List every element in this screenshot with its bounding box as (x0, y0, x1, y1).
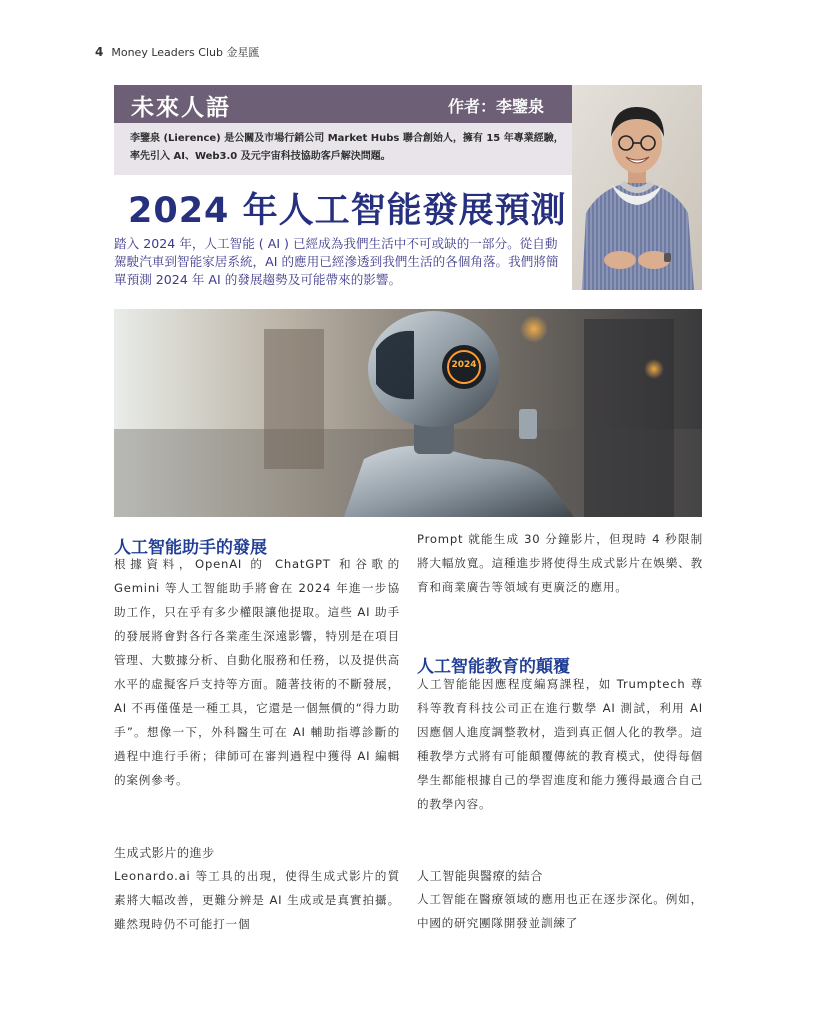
section-body-generative-video: Leonardo.ai 等工具的出現，使得生成式影片的質素將大幅改善，更難分辨是 AI 生成或是真實拍攝。雖然現時仍不可能打一個 (114, 869, 400, 931)
section-body-ai-education: 人工智能能因應程度編寫課程，如 Trumptech 尊科等教育科技公司正在進行數學 AI 測試，利用 AI 因應個人進度調整教材，造到真正個人化的教學。這種教學方式將有可能顛覆傳統的教育模式，使得每個學生都能根據自己的學習進度和能力獲得最適合自己的教學內容。 (417, 677, 703, 811)
hero-image (114, 309, 702, 517)
column-name: 未來人語 (131, 95, 231, 121)
author-byline: 作者：李鑒泉 (448, 97, 545, 116)
author-photo (572, 85, 702, 290)
section-title-ai-assistants: 人工智能助手的發展 (114, 538, 267, 558)
section-body-ai-assistants: 根據資料，OpenAI 的 ChatGPT 和谷歌的 Gemini 等人工智能助手將會在 2024 年進一步協助工作，只在乎有多少權限讓他提取。這些 AI 助手的發展將會對各行各業產生深遠影響，特別是在項目管理、大數據分析、自動化服務和任務，以及提供高水平的虛擬客戶支持等方面。隨著技術的不斷發展，AI 不再僅僅是一種工具，它還是一個無價的“得力助手”。想像一下，外科醫生可在 AI 輔助指導診斷的過程中進行手術；律師可在審判過程中獲得 AI 編輯的案例參考。 (114, 557, 400, 787)
section-body-generative-video-cont: Prompt 就能生成 30 分鐘影片，但現時 4 秒限制將大幅放寬。這種進步將使得生成式影片在娛樂、教育和商業廣告等領域有更廣泛的應用。 (417, 532, 703, 594)
section-title-generative-video: 生成式影片的進步 (114, 846, 215, 860)
hero-badge-text: 2024 (451, 360, 477, 370)
section-title-ai-healthcare: 人工智能與醫療的結合 (417, 869, 544, 883)
publication-name: Money Leaders Club 金星匯 (111, 46, 260, 59)
author-bio: 李鑒泉 (Lierence) 是公關及市場行銷公司 Market Hubs 聯合創始人，擁有 15 年專業經驗，率先引入 AI、Web3.0 及元宇宙科技協助客戶解決問題。 (130, 133, 564, 162)
article-headline: 2024 年人工智能發展預測 (128, 191, 567, 231)
running-head (95, 44, 259, 60)
page-number: 4 (95, 45, 104, 59)
article-lead: 踏入 2024 年，人工智能 ( AI ) 已經成為我們生活中不可或缺的一部分。從自動駕駛汽車到智能家居系統，AI 的應用已經滲透到我們生活的各個角落。我們將簡單預測 2024 年 AI 的發展趨勢及可能帶來的影響。 (114, 236, 559, 287)
section-title-ai-education: 人工智能教育的顛覆 (417, 657, 570, 677)
section-body-ai-healthcare: 人工智能在醫療領域的應用也正在逐步深化。例如，中國的研究團隊開發並訓練了 (417, 892, 703, 930)
